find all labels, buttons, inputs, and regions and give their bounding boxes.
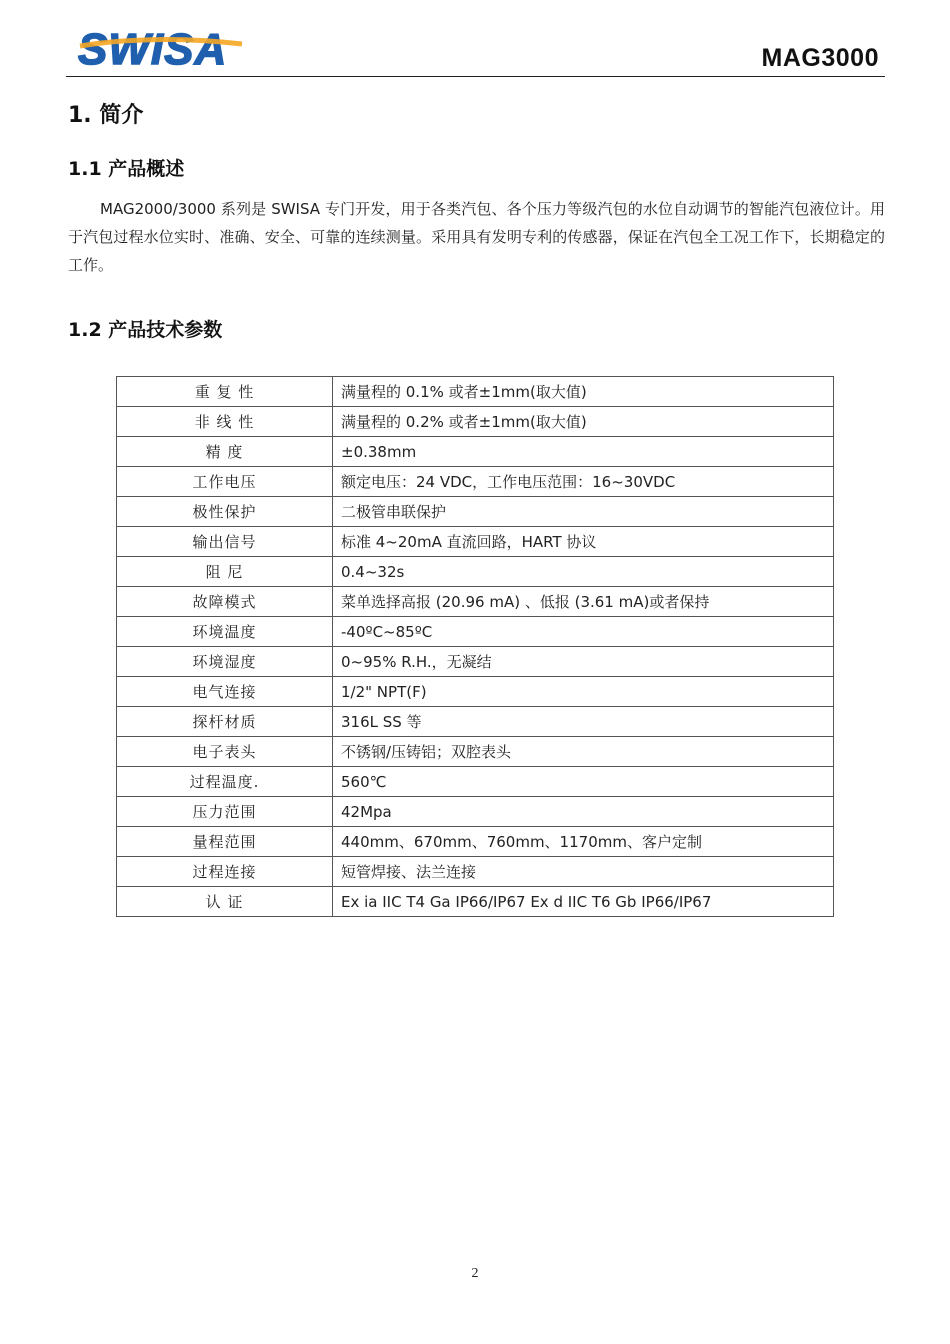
- param-value: 440mm、670mm、760mm、1170mm、客户定制: [333, 827, 834, 857]
- table-row: [117, 647, 834, 677]
- table-row: [117, 407, 834, 437]
- param-name: 环境温度: [117, 617, 333, 647]
- param-value: 二极管串联保护: [333, 497, 834, 527]
- param-name: 阻 尼: [117, 557, 333, 587]
- table-row: [117, 527, 834, 557]
- spec-table: [116, 376, 834, 917]
- param-name: 过程连接: [117, 857, 333, 887]
- param-value: 标准 4~20mA 直流回路，HART 协议: [333, 527, 834, 557]
- param-value: 0.4~32s: [333, 557, 834, 587]
- table-row: [117, 857, 834, 887]
- table-row: [117, 497, 834, 527]
- logo-graphic: [76, 26, 246, 70]
- table-row: [117, 467, 834, 497]
- table-row: [117, 797, 834, 827]
- param-value: 0~95% R.H.，无凝结: [333, 647, 834, 677]
- param-name: 工作电压: [117, 467, 333, 497]
- table-row: [117, 377, 834, 407]
- subsection-title-specs: 1.2 产品技术参数: [68, 319, 223, 341]
- section-title-intro: 1. 简介: [68, 103, 144, 128]
- table-row: [117, 557, 834, 587]
- overview-paragraph: MAG2000/3000 系列是 SWISA 专门开发，用于各类汽包、各个压力等级汽包的水位自动调节的智能汽包液位计。用于汽包过程水位实时、准确、安全、可靠的连续测量。采用具有发明专利的传感器，保证在汽包全工况工作下，长期稳定的工作。: [68, 200, 885, 274]
- param-value: Ex ia IIC T4 Ga IP66/IP67 Ex d IIC T6 Gb IP66/IP67: [333, 887, 834, 917]
- logo-text: SWISA: [78, 26, 228, 70]
- subsection-title-overview: 1.1 产品概述: [68, 158, 185, 180]
- param-name: 探杆材质: [117, 707, 333, 737]
- param-value: ±0.38mm: [333, 437, 834, 467]
- param-value: 42Mpa: [333, 797, 834, 827]
- param-value: 满量程的 0.1% 或者±1mm(取大值): [333, 377, 834, 407]
- swisa-logo: [76, 26, 246, 70]
- param-value: 菜单选择高报 (20.96 mA) 、低报 (3.61 mA)或者保持: [333, 587, 834, 617]
- param-name: 压力范围: [117, 797, 333, 827]
- page-number: 2: [471, 1266, 479, 1281]
- param-value: 不锈钢/压铸铝；双腔表头: [333, 737, 834, 767]
- param-value: 560℃: [333, 767, 834, 797]
- param-name: 过程温度.: [117, 767, 333, 797]
- param-name: 非 线 性: [117, 407, 333, 437]
- table-row: [117, 617, 834, 647]
- param-name: 电子表头: [117, 737, 333, 767]
- table-row: [117, 437, 834, 467]
- param-value: 满量程的 0.2% 或者±1mm(取大值): [333, 407, 834, 437]
- table-row: [117, 737, 834, 767]
- table-row: [117, 587, 834, 617]
- param-name: 电气连接: [117, 677, 333, 707]
- param-value: -40ºC~85ºC: [333, 617, 834, 647]
- document-model: MAG3000: [761, 44, 879, 72]
- param-value: 额定电压：24 VDC，工作电压范围：16~30VDC: [333, 467, 834, 497]
- param-name: 认 证: [117, 887, 333, 917]
- param-value: 短管焊接、法兰连接: [333, 857, 834, 887]
- param-name: 环境湿度: [117, 647, 333, 677]
- param-name: 重 复 性: [117, 377, 333, 407]
- param-name: 故障模式: [117, 587, 333, 617]
- param-name: 极性保护: [117, 497, 333, 527]
- table-row: [117, 677, 834, 707]
- page-header: [66, 22, 885, 77]
- param-name: 精 度: [117, 437, 333, 467]
- param-name: 量程范围: [117, 827, 333, 857]
- table-row: [117, 767, 834, 797]
- param-value: 316L SS 等: [333, 707, 834, 737]
- table-row: [117, 827, 834, 857]
- table-row: [117, 707, 834, 737]
- param-value: 1/2" NPT(F): [333, 677, 834, 707]
- param-name: 输出信号: [117, 527, 333, 557]
- table-row: [117, 887, 834, 917]
